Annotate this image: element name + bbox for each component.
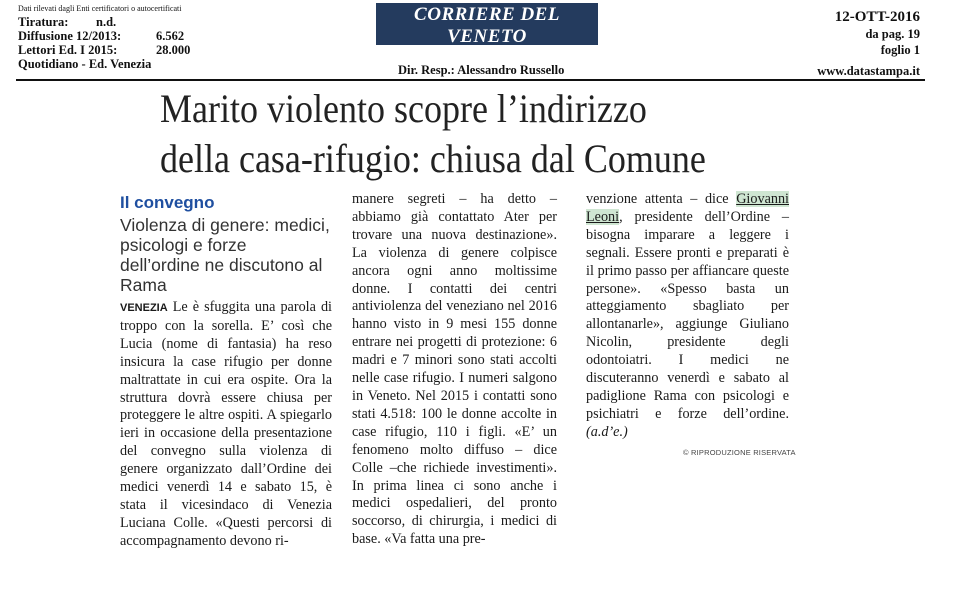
publication-info [817,8,920,78]
website-link[interactable]: www.datastampa.it [817,64,920,78]
lettori-label: Lettori Ed. I 2015: [18,43,118,57]
article-column-1 [120,299,332,551]
circulation-info [18,4,190,71]
tiratura-value: n.d. [96,15,117,29]
article-kicker: Il convegno [120,193,215,212]
certification-note: Dati rilevati dagli Enti certificatori o autocertificati [18,4,182,13]
highlighted-name-first: Giovanni [736,191,789,207]
headline-line-2: della casa-rifugio: chiusa dal Comune [160,136,706,181]
diffusione-value: 6.562 [156,29,185,43]
tiratura-row [18,15,190,29]
column-2-text: manere segreti – ha detto – abbiamo già contattato Ater per trovare una nuova destinazione». La violenza di genere colpisce ancora ogni anno moltissime donne. I contatti dei centri antiviolenza del veneziano nel 2016 hanno visto in 9 mesi 155 donne entrare nei progetti di protezione: 6 madri e 7 minori sono stati accolti nelle case rifugio. I numeri salgono in Veneto. Nel 2015 i contatti sono stati 4.518: 100 le donne accolte in case rifugio, 110 i figli. «E’ un fenomeno molto diffuso – dice Colle –che richiede investimenti». In prima linea ci sono anche i medici ospedalieri, del pronto soccorso, di chirurgia, i medici di base. «Va fatta una pre- [352,191,557,548]
diffusione-label: Diffusione 12/2013: [18,29,122,43]
tiratura-label: Tiratura: [18,15,69,29]
publication-date: 12-OTT-2016 [834,9,920,25]
article-summary: Violenza di genere: medici, psicologi e forze dell’ordine ne discutono al Rama [120,215,330,295]
masthead-subtitle: VENEZIA E MESTRE [409,48,565,65]
highlighted-name-last: Leoni [586,208,620,225]
newspaper-masthead [376,3,598,65]
edition-label: Quotidiano - Ed. Venezia [18,57,152,71]
article-column-3 [586,191,789,442]
director-line: Dir. Resp.: Alessandro Russello [398,63,565,77]
column-3-rest: , presidente dell’Ordine – bisogna imparare a leggere i segnali. Essere pronti e preparati è il primo passo per affiancare queste persone». «Spesso basta un atteggiamento sbagliato per allontanarle», aggiunge Giuliano Nicolin, presidente degli odontoiatri. I medici ne discuteranno venerdì e sabato al padiglione Rama con psicologi e psichiatri e forze dell’ordine. [586,208,789,422]
headline-line-1: Marito violento scopre l’indirizzo [160,86,647,131]
author-signature: (a.d’e.) [586,423,628,440]
sheet-number: foglio 1 [880,43,920,57]
article-headline [160,84,790,184]
dateline: VENEZIA [120,302,168,314]
lettori-row [18,43,190,57]
lettori-value: 28.000 [156,43,191,57]
page-number: da pag. 19 [865,27,920,41]
article-column-2 [352,191,557,549]
header-divider [16,79,925,81]
diffusione-row [18,29,190,43]
masthead-title: CORRIERE DEL VENETO [414,4,560,47]
copyright-notice: © RIPRODUZIONE RISERVATA [683,448,796,457]
column-1-text: Le è sfuggita una parola di troppo con la sorella. E’ così che Lucia (nome di fantasia) ha reso insicura la case rifugio per donne maltrattate in cui era ospite. Ora la struttura dovrà essere chiusa per proteggere le altre ospiti. A spiegarlo ieri in occasione della presentazione del convegno sulla violenza di genere organizzato dall’Ordine dei medici venerdì 14 e sabato 15, è stata il vicesindaco di Venezia Luciana Colle. «Questi percorsi di accompagnamento devono ri- [120,299,332,549]
column-3-start: venzione attenta – dice [586,191,737,207]
